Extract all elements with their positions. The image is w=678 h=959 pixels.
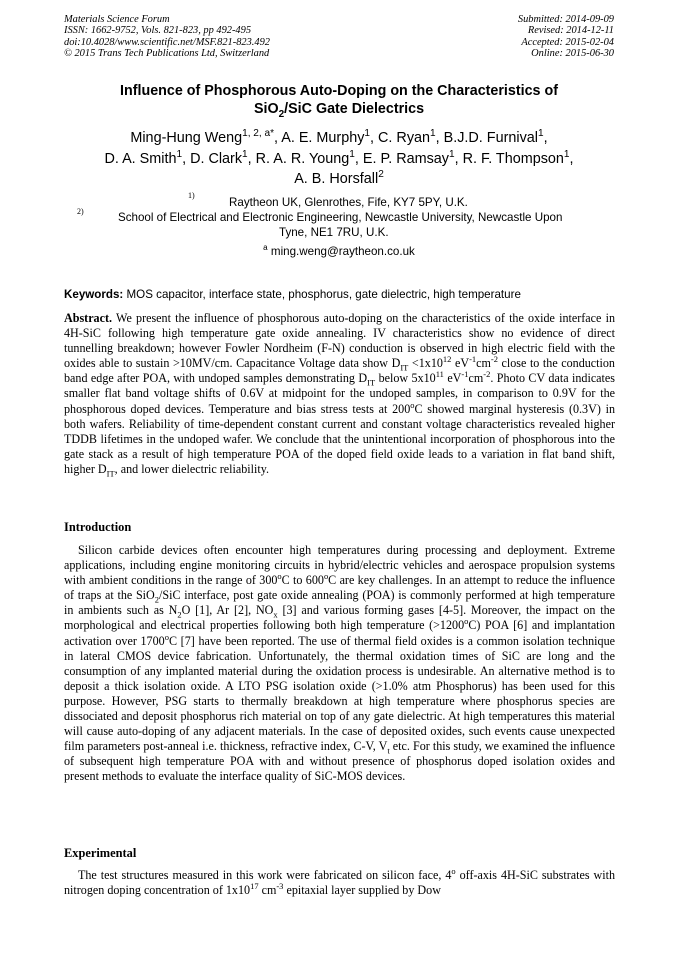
abstract-label: Abstract. xyxy=(64,311,113,325)
date-online: Online: 2015-06-30 xyxy=(531,48,614,60)
author-line-3: A. B. Horsfall$^2$ xyxy=(294,169,384,187)
publication-dates xyxy=(518,14,614,60)
author: Ming-Hung Weng xyxy=(130,130,243,146)
abstract-text: We present the influence of phosphorous auto-doping on the characteristics of the oxide interface in 4H-SiC following high temperature gate oxide annealing. IV characteristics show no evidence of direct tunnelling breakdown; however Fowler Nordheim (F-N) conduction is observed in high electric field with the oxides able to sustain >10MV/cm. Capacitance Voltage data show $D_{IT} <1x10^{12}$ $eV^{-1}cm^{-2}$ close to the conduction band edge after POA, with undoped samples demonstrating $D_{IT}$ below $5x10^{11}$ $eV^{-1}cm^{-2}$. Photo CV data indicates smaller flat band voltage shifts of 0.6V at midpoint for the undoped samples, in comparison to 0.9V for the phosphorous doped devices. Temperature and bias stress tests at 200$^o$C showed marginal hysteresis (0.3V) in both wafers. Reliability of time-dependent constant current and constant voltage characteristics revealed higher TDDB lifetimes in the undoped wafer. We conclude that the unintentional incorporation of phosphorous into the gate stack as a result of high temperature POA of the doped field oxide leads to a variation in flat band shift, higher $D_{IT}$, and lower dielectric reliability. xyxy=(64,311,616,479)
date-submitted: Submitted: 2014-09-09 xyxy=(517,14,614,25)
author-list xyxy=(64,128,614,190)
date-accepted: Accepted: 2015-02-04 xyxy=(521,36,614,48)
title-line-1: Influence of Phosphorous Auto-Doping on the Characteristics of xyxy=(120,83,558,99)
introduction-heading: Introduction xyxy=(64,520,132,534)
keywords xyxy=(64,287,616,302)
author: R. A. R. Young xyxy=(255,150,350,167)
author: A. E. Murphy xyxy=(281,130,365,146)
journal-doi: doi:10.4028/www.scientific.net/MSF.821-823.492 xyxy=(64,36,270,48)
journal-copyright: © 2015 Trans Tech Publications Ltd, Switzerland xyxy=(64,48,270,60)
affiliation-1: Raytheon UK, Glenrothes, Fife, KY7 5PY, U.K. xyxy=(229,196,468,209)
affiliation-2-line-2: Tyne, NE1 7RU, U.K. xyxy=(279,226,389,239)
affiliation-mark-1: 1) xyxy=(188,191,195,200)
author: D. A. Smith xyxy=(104,150,177,167)
affiliation-2-line-1: School of Electrical and Electronic Engineering, Newcastle University, Newcastle Upon xyxy=(118,211,563,224)
experimental-heading: Experimental xyxy=(64,846,137,860)
affiliation-mark-2: 2) xyxy=(77,207,84,216)
introduction-text: Silicon carbide devices often encounter high temperatures during processing and deployment. Extreme applications, including engine monitoring circuits in hybrid/electric vehicles and aerospace propulsion systems with ambient conditions in the range of 300$^o$C to 600$^o$C are key challenges. In an attempt to reduce the influence of traps at the SiO$_2$/SiC interface, post gate oxide annealing (POA) is commonly performed at high temperature in ambients such as $N_2O$ [1], Ar [2], $NO_x$ [3] and various forming gases [4-5]. Moreover, the impact on the morphological and electrical properties following both high temperature $(>1200^oC)$ POA [6] and implantation activation over 1700$^o$C [7] have been reported. The use of thermal field oxides is a common isolation technique in lateral CMOS device fabrication. Unfortunately, the thermal oxidation times of SiC are long and the consumption of any implanted material during the oxidation process is undesirable. An alternative method is to deposit a thick isolation oxide. A LTO PSG isolation oxide (>1.0% atm Phosphorus) has been used for this purpose. However, PSG starts to thermally breakdown at high temperature where phosphorus species are dissociated and deposit phosphorus rich material on top of any gate dielectric. At high temperatures this material will cause auto-doping of any adjacent materials. In the case of deposited oxides, such events cause unexpected film parameters post-anneal i.e. thickness, refractive index, C-V, $V_t$ etc. For this study, we examined the influence of subsequent high temperature POA with and without presence of phosphorus doped isolation oxides and present methods to evaluate the interface quality of SiC-MOS devices. xyxy=(64,543,616,784)
author-line-1: Ming-Hung Weng$^{1, 2, a*}$, A. E. Murphy$^1$, C. Ryan$^1$, B.J.D. Furnival$^1$, xyxy=(130,128,548,146)
email-address: ming.weng@raytheon.co.uk xyxy=(270,245,415,258)
corresponding-email: $^a$ ming.weng@raytheon.co.uk xyxy=(263,243,415,258)
author: A. B. Horsfall xyxy=(294,171,379,187)
abstract xyxy=(64,311,615,477)
keywords-label: Keywords: xyxy=(64,288,124,301)
experimental-text: The test structures measured in this work were fabricated on silicon face, 4$^o$ off-axis 4H-SiC substrates with nitrogen doping concentration of $1x10^{17}$ $cm^{-3}$ epitaxial layer supplied by Dow xyxy=(64,865,615,898)
author: D. Clark xyxy=(190,150,243,167)
author: B.J.D. Furnival xyxy=(443,130,538,146)
journal-issn: ISSN: 1662-9752, Vols. 821-823, pp 492-495 xyxy=(64,25,252,37)
author: E. P. Ramsay xyxy=(362,150,449,167)
journal-info xyxy=(64,14,270,60)
author: R. F. Thompson xyxy=(462,150,564,167)
keywords-text: MOS capacitor, interface state, phosphorus, gate dielectric, high temperature xyxy=(126,288,521,301)
journal-name: Materials Science Forum xyxy=(64,14,170,25)
date-revised: Revised: 2014-12-11 xyxy=(527,25,614,37)
author-line-2: D. A. Smith$^1$, D. Clark$^1$, R. A. R. Young$^1$, E. P. Ramsay$^1$, R. F. Thompson$^1$, xyxy=(104,148,574,167)
paper-title xyxy=(64,82,614,118)
author: C. Ryan xyxy=(378,130,431,146)
title-line-2: SiO$_2$/SiC Gate Dielectrics xyxy=(253,101,425,120)
